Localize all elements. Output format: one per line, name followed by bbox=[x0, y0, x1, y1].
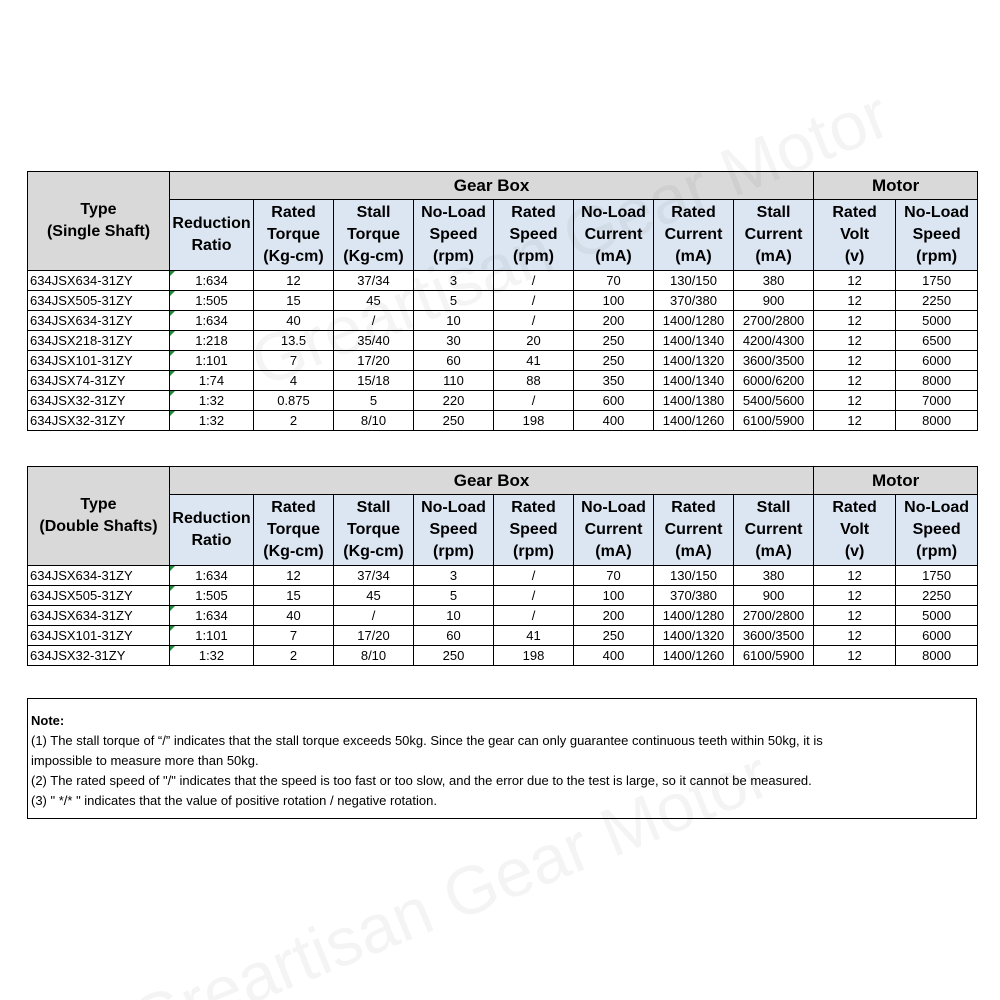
table-cell: 1:634 bbox=[170, 311, 254, 331]
column-header-line: Torque bbox=[266, 226, 321, 243]
column-header-line: Speed bbox=[509, 226, 558, 243]
model-cell: 634JSX32-31ZY bbox=[28, 391, 170, 411]
column-header bbox=[574, 200, 654, 271]
table-cell: 250 bbox=[414, 411, 494, 431]
table-cell: 250 bbox=[574, 351, 654, 371]
model-cell: 634JSX32-31ZY bbox=[28, 646, 170, 666]
table-cell: / bbox=[494, 291, 574, 311]
table-cell: 0.875 bbox=[254, 391, 334, 411]
table-cell: 13.5 bbox=[254, 331, 334, 351]
table-cell: 1400/1260 bbox=[654, 646, 734, 666]
table-cell: 7000 bbox=[896, 391, 978, 411]
column-header-row bbox=[28, 495, 978, 566]
table-cell: 110 bbox=[414, 371, 494, 391]
table-cell: / bbox=[334, 311, 414, 331]
table-cell: 3600/3500 bbox=[734, 351, 814, 371]
column-header bbox=[254, 495, 334, 566]
table-cell: 200 bbox=[574, 311, 654, 331]
table-cell: 17/20 bbox=[334, 351, 414, 371]
table-cell: 8/10 bbox=[334, 646, 414, 666]
column-header-line: Volt bbox=[840, 521, 870, 538]
table-cell: 37/34 bbox=[334, 566, 414, 586]
table-cell: 1:101 bbox=[170, 626, 254, 646]
table-cell: 45 bbox=[334, 291, 414, 311]
column-header-line: (mA) bbox=[675, 248, 712, 265]
table-cell: 250 bbox=[414, 646, 494, 666]
table-cell: 12 bbox=[254, 271, 334, 291]
table-cell: 1:505 bbox=[170, 291, 254, 311]
table-cell: 1400/1280 bbox=[654, 311, 734, 331]
column-header-line: Stall bbox=[356, 499, 391, 516]
table-cell: 45 bbox=[334, 586, 414, 606]
table-cell: 1:32 bbox=[170, 411, 254, 431]
table-cell: 8000 bbox=[896, 646, 978, 666]
column-header-line: Speed bbox=[912, 521, 961, 538]
column-header-line: No-Load bbox=[581, 204, 646, 221]
type-header-line: (Single Shaft) bbox=[46, 223, 151, 240]
table-row bbox=[28, 371, 978, 391]
table-cell: 130/150 bbox=[654, 271, 734, 291]
table-cell: 3 bbox=[414, 271, 494, 291]
table-cell: / bbox=[494, 606, 574, 626]
table-cell: 40 bbox=[254, 311, 334, 331]
table-cell: 12 bbox=[814, 391, 896, 411]
table-cell: 2 bbox=[254, 646, 334, 666]
table-cell: 250 bbox=[574, 626, 654, 646]
table-cell: 350 bbox=[574, 371, 654, 391]
column-header-line: Stall bbox=[356, 204, 391, 221]
type-header-line: (Double Shafts) bbox=[39, 518, 158, 535]
column-header bbox=[734, 200, 814, 271]
table-cell: 6000 bbox=[896, 626, 978, 646]
note-line: impossible to measure more than 50kg. bbox=[31, 753, 259, 768]
table-cell: 10 bbox=[414, 606, 494, 626]
table-cell: 8000 bbox=[896, 411, 978, 431]
column-header-line: (Kg-cm) bbox=[343, 248, 404, 265]
column-header-line: (Kg-cm) bbox=[263, 543, 324, 560]
table-cell: 41 bbox=[494, 351, 574, 371]
table-cell: 12 bbox=[814, 371, 896, 391]
motor-group-header: Motor bbox=[814, 467, 978, 495]
table-cell: / bbox=[494, 311, 574, 331]
column-header-line: Current bbox=[664, 521, 723, 538]
column-header-line: Reduction bbox=[172, 510, 251, 527]
note-box bbox=[27, 698, 977, 819]
column-header-line: Stall bbox=[756, 499, 791, 516]
column-header-line: Current bbox=[584, 226, 643, 243]
note-line: (1) The stall torque of “/” indicates that the stall torque exceeds 50kg. Since the gear can only guarantee continuous teeth within 50kg, it is bbox=[31, 733, 823, 748]
column-header bbox=[654, 200, 734, 271]
table-cell: 1:505 bbox=[170, 586, 254, 606]
table-cell: 5 bbox=[334, 391, 414, 411]
table-cell: 2 bbox=[254, 411, 334, 431]
table-cell: 1400/1340 bbox=[654, 371, 734, 391]
column-header-line: No-Load bbox=[421, 204, 486, 221]
table-cell: 70 bbox=[574, 566, 654, 586]
table-cell: 12 bbox=[814, 586, 896, 606]
table-row bbox=[28, 311, 978, 331]
table-cell: 15 bbox=[254, 291, 334, 311]
table-cell: 400 bbox=[574, 411, 654, 431]
table-cell: 6100/5900 bbox=[734, 411, 814, 431]
table-cell: / bbox=[494, 271, 574, 291]
column-header-line: Current bbox=[584, 521, 643, 538]
table-cell: 370/380 bbox=[654, 291, 734, 311]
table-cell: 1:32 bbox=[170, 391, 254, 411]
type-header bbox=[28, 467, 170, 566]
table-cell: 12 bbox=[254, 566, 334, 586]
table-row bbox=[28, 606, 978, 626]
column-header-line: (mA) bbox=[755, 248, 792, 265]
model-cell: 634JSX634-31ZY bbox=[28, 271, 170, 291]
column-header-line: Volt bbox=[840, 226, 870, 243]
table-cell: / bbox=[494, 391, 574, 411]
column-header bbox=[896, 495, 978, 566]
table-cell: 380 bbox=[734, 566, 814, 586]
table-cell: 100 bbox=[574, 291, 654, 311]
column-header-line: Current bbox=[664, 226, 723, 243]
table-cell: 1400/1320 bbox=[654, 351, 734, 371]
table-cell: 60 bbox=[414, 626, 494, 646]
table-cell: 1750 bbox=[896, 271, 978, 291]
table-row bbox=[28, 586, 978, 606]
table-cell: 4200/4300 bbox=[734, 331, 814, 351]
table-cell: 12 bbox=[814, 271, 896, 291]
table-cell: 8000 bbox=[896, 371, 978, 391]
column-header bbox=[814, 200, 896, 271]
column-header-line: Rated bbox=[511, 499, 556, 516]
table-cell: 20 bbox=[494, 331, 574, 351]
table-cell: 41 bbox=[494, 626, 574, 646]
table-cell: 1400/1320 bbox=[654, 626, 734, 646]
column-header bbox=[574, 495, 654, 566]
table-cell: 6000 bbox=[896, 351, 978, 371]
table-cell: 8/10 bbox=[334, 411, 414, 431]
column-header bbox=[814, 495, 896, 566]
note-line: (2) The rated speed of "/" indicates that the speed is too fast or too slow, and the error due to the test is large, so it cannot be measured. bbox=[31, 773, 812, 788]
model-cell: 634JSX218-31ZY bbox=[28, 331, 170, 351]
table-cell: 3 bbox=[414, 566, 494, 586]
table-cell: 130/150 bbox=[654, 566, 734, 586]
column-header-line: Torque bbox=[346, 226, 401, 243]
column-header-line: No-Load bbox=[421, 499, 486, 516]
column-header bbox=[896, 200, 978, 271]
model-cell: 634JSX505-31ZY bbox=[28, 586, 170, 606]
column-header-row bbox=[28, 200, 978, 271]
table-cell: 5000 bbox=[896, 606, 978, 626]
gearbox-group-header: Gear Box bbox=[170, 467, 814, 495]
table-cell: 600 bbox=[574, 391, 654, 411]
table-cell: 1:101 bbox=[170, 351, 254, 371]
table-cell: 12 bbox=[814, 331, 896, 351]
column-header-line: Speed bbox=[429, 226, 478, 243]
table-row bbox=[28, 391, 978, 411]
table-cell: 70 bbox=[574, 271, 654, 291]
column-header-line: Ratio bbox=[191, 237, 232, 254]
column-header-line: Rated bbox=[832, 204, 877, 221]
table-cell: / bbox=[334, 606, 414, 626]
table-cell: 3600/3500 bbox=[734, 626, 814, 646]
table-cell: 1:634 bbox=[170, 566, 254, 586]
table-row bbox=[28, 331, 978, 351]
column-header-line: (mA) bbox=[755, 543, 792, 560]
table-cell: 370/380 bbox=[654, 586, 734, 606]
column-header-line: Reduction bbox=[172, 215, 251, 232]
table-cell: 5 bbox=[414, 291, 494, 311]
table-row bbox=[28, 566, 978, 586]
column-header-line: Speed bbox=[429, 521, 478, 538]
single-shaft-spec-table bbox=[27, 171, 978, 431]
column-header-line: (mA) bbox=[675, 543, 712, 560]
column-header-line: Rated bbox=[271, 499, 316, 516]
table-cell: 12 bbox=[814, 351, 896, 371]
table-cell: 1:74 bbox=[170, 371, 254, 391]
column-header bbox=[414, 200, 494, 271]
table-cell: 6000/6200 bbox=[734, 371, 814, 391]
column-header bbox=[414, 495, 494, 566]
column-header bbox=[494, 200, 574, 271]
table-cell: 88 bbox=[494, 371, 574, 391]
note-title: Note: bbox=[31, 713, 65, 728]
table-row bbox=[28, 646, 978, 666]
column-header-line: Current bbox=[744, 521, 803, 538]
table-row bbox=[28, 351, 978, 371]
column-header-line: (v) bbox=[844, 543, 865, 560]
table-cell: 900 bbox=[734, 586, 814, 606]
table-cell: 1:218 bbox=[170, 331, 254, 351]
table-cell: 400 bbox=[574, 646, 654, 666]
table-cell: 220 bbox=[414, 391, 494, 411]
model-cell: 634JSX634-31ZY bbox=[28, 311, 170, 331]
group-header-row bbox=[28, 467, 978, 495]
column-header bbox=[734, 495, 814, 566]
column-header-line: (mA) bbox=[595, 248, 632, 265]
table-cell: 6100/5900 bbox=[734, 646, 814, 666]
table-cell: 12 bbox=[814, 606, 896, 626]
table-cell: 6500 bbox=[896, 331, 978, 351]
motor-group-header: Motor bbox=[814, 172, 978, 200]
table-cell: 5400/5600 bbox=[734, 391, 814, 411]
note-line: (3) " */* " indicates that the value of positive rotation / negative rotation. bbox=[31, 793, 437, 808]
model-cell: 634JSX101-31ZY bbox=[28, 351, 170, 371]
table-cell: 12 bbox=[814, 291, 896, 311]
column-header bbox=[334, 495, 414, 566]
table-cell: 5000 bbox=[896, 311, 978, 331]
table-cell: 5 bbox=[414, 586, 494, 606]
table-cell: 4 bbox=[254, 371, 334, 391]
table-cell: 37/34 bbox=[334, 271, 414, 291]
table-cell: 100 bbox=[574, 586, 654, 606]
table-cell: 250 bbox=[574, 331, 654, 351]
model-cell: 634JSX101-31ZY bbox=[28, 626, 170, 646]
table-cell: 17/20 bbox=[334, 626, 414, 646]
column-header-line: No-Load bbox=[904, 204, 970, 221]
table-cell: 2700/2800 bbox=[734, 606, 814, 626]
table-cell: 1:634 bbox=[170, 606, 254, 626]
type-header bbox=[28, 172, 170, 271]
table-cell: 1400/1340 bbox=[654, 331, 734, 351]
table-cell: 1:634 bbox=[170, 271, 254, 291]
column-header-line: (rpm) bbox=[916, 543, 958, 560]
column-header-line: Torque bbox=[346, 521, 401, 538]
table-cell: 900 bbox=[734, 291, 814, 311]
column-header-line: (rpm) bbox=[513, 248, 554, 265]
table-cell: 12 bbox=[814, 626, 896, 646]
column-header bbox=[494, 495, 574, 566]
column-header-line: No-Load bbox=[904, 499, 970, 516]
column-header-line: (rpm) bbox=[513, 543, 554, 560]
type-header-line: Type bbox=[80, 201, 117, 218]
table-cell: 35/40 bbox=[334, 331, 414, 351]
column-header-line: Speed bbox=[509, 521, 558, 538]
group-header-row bbox=[28, 172, 978, 200]
table-cell: 12 bbox=[814, 411, 896, 431]
table-cell: 12 bbox=[814, 566, 896, 586]
model-cell: 634JSX634-31ZY bbox=[28, 566, 170, 586]
model-cell: 634JSX634-31ZY bbox=[28, 606, 170, 626]
column-header-line: No-Load bbox=[581, 499, 646, 516]
table-cell: 1:32 bbox=[170, 646, 254, 666]
table-cell: 15/18 bbox=[334, 371, 414, 391]
table-cell: / bbox=[494, 566, 574, 586]
table-cell: 15 bbox=[254, 586, 334, 606]
table-cell: 12 bbox=[814, 646, 896, 666]
type-header-line: Type bbox=[80, 496, 117, 513]
table-cell: 12 bbox=[814, 311, 896, 331]
column-header-line: (v) bbox=[844, 248, 865, 265]
model-cell: 634JSX505-31ZY bbox=[28, 291, 170, 311]
model-cell: 634JSX74-31ZY bbox=[28, 371, 170, 391]
column-header-line: (rpm) bbox=[433, 543, 474, 560]
table-cell: 1400/1260 bbox=[654, 411, 734, 431]
column-header-line: Rated bbox=[671, 499, 716, 516]
column-header-line: Rated bbox=[671, 204, 716, 221]
column-header bbox=[170, 200, 254, 271]
gearbox-group-header: Gear Box bbox=[170, 172, 814, 200]
column-header-line: Speed bbox=[912, 226, 961, 243]
column-header-line: Rated bbox=[511, 204, 556, 221]
table-row bbox=[28, 626, 978, 646]
column-header-line: Torque bbox=[266, 521, 321, 538]
table-cell: 200 bbox=[574, 606, 654, 626]
table-row bbox=[28, 291, 978, 311]
column-header-line: Stall bbox=[756, 204, 791, 221]
double-shafts-spec-table bbox=[27, 466, 978, 666]
column-header-line: Rated bbox=[271, 204, 316, 221]
table-cell: 30 bbox=[414, 331, 494, 351]
column-header bbox=[654, 495, 734, 566]
table-row bbox=[28, 411, 978, 431]
table-cell: 2700/2800 bbox=[734, 311, 814, 331]
column-header-line: Current bbox=[744, 226, 803, 243]
table-cell: 1400/1280 bbox=[654, 606, 734, 626]
table-cell: 198 bbox=[494, 411, 574, 431]
table-row bbox=[28, 271, 978, 291]
table-cell: 60 bbox=[414, 351, 494, 371]
column-header-line: (mA) bbox=[595, 543, 632, 560]
table-cell: 1750 bbox=[896, 566, 978, 586]
column-header-line: (Kg-cm) bbox=[343, 543, 404, 560]
table-cell: 2250 bbox=[896, 291, 978, 311]
table-cell: 7 bbox=[254, 351, 334, 371]
table-cell: 10 bbox=[414, 311, 494, 331]
table-cell: 1400/1380 bbox=[654, 391, 734, 411]
column-header-line: (rpm) bbox=[916, 248, 958, 265]
model-cell: 634JSX32-31ZY bbox=[28, 411, 170, 431]
table-cell: 7 bbox=[254, 626, 334, 646]
column-header bbox=[334, 200, 414, 271]
table-cell: 2250 bbox=[896, 586, 978, 606]
column-header-line: (Kg-cm) bbox=[263, 248, 324, 265]
column-header bbox=[170, 495, 254, 566]
column-header-line: Ratio bbox=[191, 532, 232, 549]
table-cell: 40 bbox=[254, 606, 334, 626]
table-cell: 198 bbox=[494, 646, 574, 666]
table-cell: / bbox=[494, 586, 574, 606]
column-header-line: Rated bbox=[832, 499, 877, 516]
table-cell: 380 bbox=[734, 271, 814, 291]
column-header bbox=[254, 200, 334, 271]
column-header-line: (rpm) bbox=[433, 248, 474, 265]
